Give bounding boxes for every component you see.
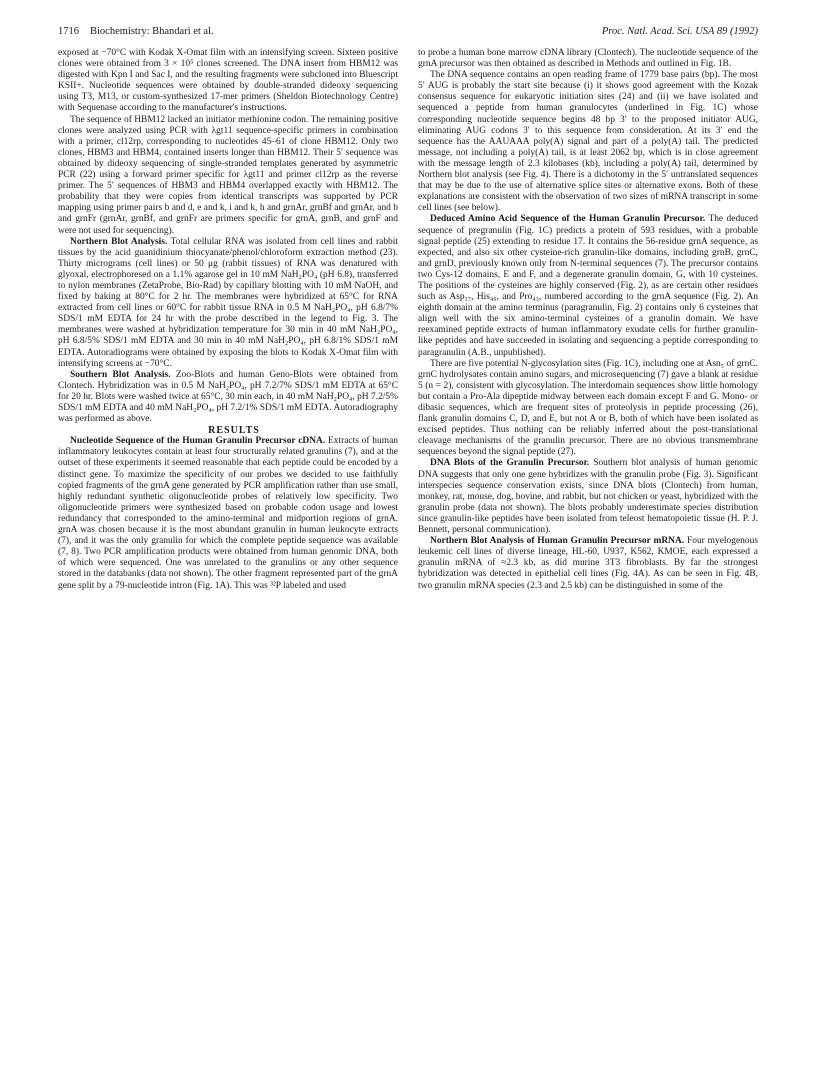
paragraph-northern-results: [418, 536, 758, 591]
heading-northern-results: Northern Blot Analysis of Human Granulin Precursor mRNA.: [430, 536, 685, 547]
heading-southern-blot: Southern Blot Analysis.: [70, 369, 171, 380]
running-author: Biochemistry: Bhandari et al.: [90, 26, 214, 37]
heading-deduced-sequence: Deduced Amino Acid Sequence of the Human Granulin Precursor.: [430, 214, 706, 225]
text-nucleotide-sequence: Extracts of human inflammatory leukocytes contain at least four structurally related granulins (7), and at the outset of these experiments it seemed reasonable that each peptide could be encoded by a distinct gene. To maximize the specificity of our probes we decided to use faithfully copied fragments of the grnA gene generated by PCR amplification rather than use small, highly redundant synthetic oligonucleotide probes of relatively low specificity. Two oligonucleotide primers were synthesized based on probable codon usage and lowest redundancy that corresponded to the amino-terminal and midportion regions of grnA. grnA was chosen because it is the most abundant granulin in human leukocyte extracts (7), and it was the only granulin for which the complete peptide sequence was available (7, 8). Two PCR amplification products were obtained from human genomic DNA, both of which were sequenced. One was unrelated to the granulins or any other sequence stored in the databanks (data not shown). The other fragment represented part of the grnA gene split by a 79-nucleotide intron (Fig. 1A). This was ³²P labeled and used: [58, 436, 398, 591]
paragraph-southern-methods: [58, 370, 398, 425]
text-dna-blots: Southern blot analysis of human genomic DNA suggests that only one gene hybridizes with the granulin probe (Fig. 3). Significant interspecies sequence conservation exists, since DNA blots (Clontech) from human, monkey, rat, mouse, dog, bovine, and rabbit, but not chicken or yeast, hybridized with the granulin probe (data not shown). The blots probably underestimate species distribution since granulin-like peptides have been isolated from teleost hematopoietic tissue (H. P. J. Bennett, personal communication).: [418, 458, 758, 536]
text-southern-blot: Zoo-Blots and human Geno-Blots were obtained from Clontech. Hybridization was in 0.5 M NaH₂PO₄, pH 7.2/7% SDS/1 mM EDTA at 65°C for 20 hr. Blots were washed twice at 65°C, 30 min each, in 40 mM NaH₂PO₄, pH 7.2/5% SDS/1 mM EDTA and 40 mM NaH₂PO₄, pH 7.2/1% SDS/1 mM EDTA. Autoradiography was performed as above.: [58, 369, 398, 425]
paragraph-hbm12: The sequence of HBM12 lacked an initiator methionine codon. The remaining positive clones were analyzed using PCR with λgt11 sequence-specific primers in combination with a primer, cl12rp, corresponding to nucleotides 45–61 of clone HBM12. Only two clones, HBM3 and HBM4, contained inserts longer than HBM12. Their 5′ sequence was obtained by dideoxy sequencing of single-stranded templates generated by asymmetric PCR (22) using a forward primer specific for λgt11 and primer cl12rp as the reverse primer. The 5′ sequences of HBM3 and HBM4 overlapped exactly with HBM12. The probability that they were copies from identical transcripts was supported by PCR mapping using primer pairs b and d, e and k, i and k, h and grnAr, grnBf and grnAr, and b and grnFr (grnAr, grnBf, and grnFr are primers specific for grnA, grnB, and grnF and were not used for sequencing).: [58, 114, 398, 236]
paragraph-screening: exposed at −70°C with Kodak X-Omat film with an intensifying screen. Sixteen positive clones were obtained from 3 × 10⁵ clones screened. The DNA insert from HBM12 was digested with Kpn I and Sac I, and the resulting fragments were subcloned into Bluescript KSII+. Nucleotide sequences were obtained by double-stranded dideoxy sequencing using T3, M13, or custom-synthesized 17-mer primers (Sheldon Biotechnology Centre) with Sequenase according to the manufacturer's instructions.: [58, 48, 398, 114]
paragraph-glycosylation: There are five potential N-glycosylation sites (Fig. 1C), including one at Asn₅ of grnC. grnC hydrolysates contain amino sugars, and microsequencing (7) gave a blank at residue 5 (n = 2), consistent with glycosylation. The interdomain sequences show little homology but contain a Pro-Ala dipeptide midway between each domain except F and G. Mono- or dibasic sequences, which are frequent sites of proteolysis in peptide processing (26), flank granulin domains C, D, and E, but not A or B, both of which have been isolated as excised peptides. Thus nothing can be reliably inferred about the post-translational cleavage mechanisms of the granulin precursor. There are no obvious transmembrane sequences beyond the signal peptide (27).: [418, 358, 758, 458]
heading-dna-blots: DNA Blots of the Granulin Precursor.: [430, 458, 590, 469]
left-column: [58, 48, 398, 592]
journal-citation: Proc. Natl. Acad. Sci. USA 89 (1992): [601, 26, 758, 37]
paragraph-northern-methods: [58, 237, 398, 370]
paragraph-dna-blots: [418, 458, 758, 536]
page-number: 1716: [58, 26, 79, 37]
running-header: [58, 26, 758, 42]
paragraph-cdna-library: to probe a human bone marrow cDNA library (Clontech). The nucleotide sequence of the grnA precursor was then obtained as described in Methods and outlined in Fig. 1B.: [418, 48, 758, 70]
text-northern-blot: Total cellular RNA was isolated from cell lines and rabbit tissues by the acid guanidinium thiocyanate/phenol/chloroform extraction method (23). Thirty micrograms (cell lines) or 50 μg (rabbit tissues) of RNA was denatured with glyoxal, electrophoresed on a 1.1% agarose gel in 10 mM NaH₂PO₄ (pH 6.8), transferred to nylon membranes (ZetaProbe, Bio-Rad) by capillary blotting with 10 mM NaOH, and fixed by baking at 80°C for 2 hr. The membranes were hybridized at 65°C for RNA extracted from cell lines or 60°C for rabbit tissue RNA in 0.5 M NaH₂PO₄, pH 6.8/7% SDS/1 mM EDTA for 24 hr with the probe described in the legend to Fig. 3. The membranes were washed at hybridization temperature for 30 min in 40 mM NaH₂PO₄, pH 6.8/5% SDS/1 mM EDTA and 30 min in 40 mM NaH₂PO₄, pH 6.8/1% SDS/1 mM EDTA. Autoradiograms were obtained by exposing the blots to Kodak X-Omat film with intensifying screens at −70°C.: [58, 236, 399, 369]
section-heading-results: RESULTS: [208, 425, 260, 437]
paragraph-orf: The DNA sequence contains an open reading frame of 1779 base pairs (bp). The most 5′ AUG is probably the start site because (i) it shows good agreement with the Kozak consensus sequence for eukaryotic initiation sites (24) and (ii) we have isolated and sequenced a peptide from human granulocytes (underlined in Fig. 1C) whose corresponding nucleotide sequence begins 48 bp 3′ to the proposed initiator AUG, eliminating AUG codons 3′ to this sequence from consideration. At its 3′ end the sequence has the AAUAAA poly(A) signal and part of a poly(A) tail. The predicted message, not including a poly(A) tail, is at least 2062 bp, which is in close agreement with the message length of 2.3 kilobases (kb), including a poly(A) tail, determined by Northern blot analysis (see Fig. 4). There is a dichotomy in the 5′ untranslated sequences that may be due to the use of alternative splice sites or alternative exons. Both of these explanations are consistent with the observation of two sizes of mRNA transcript in some cell lines (see below).: [418, 70, 758, 214]
heading-nucleotide-sequence: Nucleotide Sequence of the Human Granulin Precursor cDNA.: [70, 436, 326, 447]
paragraph-nucleotide-sequence: [58, 436, 398, 591]
text-deduced-sequence: The deduced sequence of pregranulin (Fig. 1C) predicts a protein of 593 residues, with a probable signal peptide (25) extending to residue 17. It contains the 56-residue grnA sequence, as expected, and also six other cysteine-rich granulin-like domains, including grnB, grnC, and grnD, previously known only from N-terminal sequences (7). The precursor contains two Cys-12 domains, E and F, and a degenerate granulin domain, G, with 10 cysteines. The positions of the cysteines are highly conserved (Fig. 2), as are certain other residues such as Asp₃₇, His₄₀, and Pro₄₃, numbered according to the grnA sequence (Fig. 2). An eighth domain at the amino terminus (paragranulin, Fig. 2) contains only 6 cysteines that align well with the six amino-terminal cysteines of a granulin domain. We have reexamined peptide extracts of human inflammatory exudate cells for further granulin-like peptides and have succeeded in isolating and sequencing a peptide corresponding to paragranulin (A.B., unpublished).: [418, 214, 758, 358]
paragraph-deduced-sequence: [418, 214, 758, 358]
text-northern-results: Four myelogenous leukemic cell lines of diverse lineage, HL-60, U937, K562, KMOE, each expressed a granulin mRNA of ≈2.3 kb, as did murine 3T3 fibroblasts. By far the strongest hybridization was detected in epithelial cell lines (Fig. 4A). As can be seen in Fig. 4B, two granulin mRNA species (2.3 and 2.5 kb) can be distinguished in some of the: [418, 536, 758, 591]
right-column: [418, 48, 758, 592]
heading-northern-blot: Northern Blot Analysis.: [70, 236, 168, 247]
